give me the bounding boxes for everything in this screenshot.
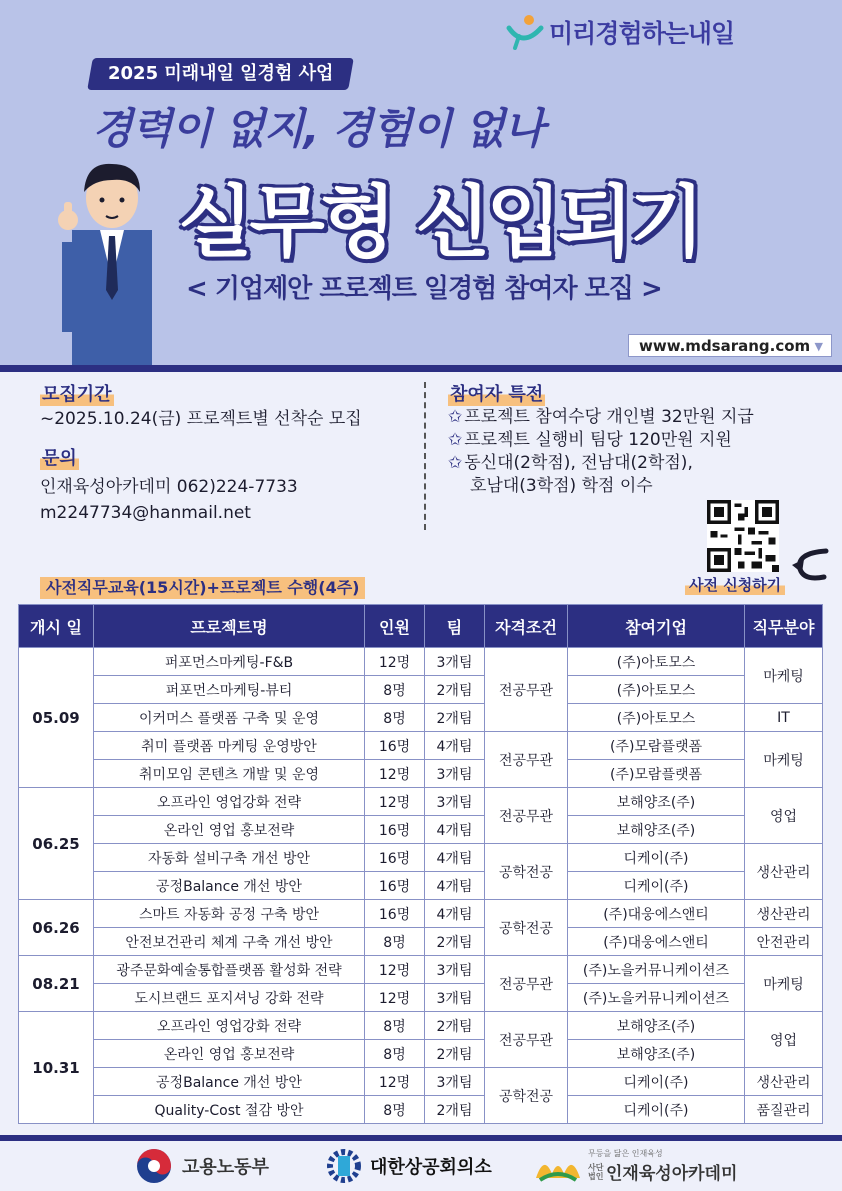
- company: (주)대웅에스앤티: [568, 900, 745, 928]
- qualification: 공학전공: [485, 844, 568, 900]
- table-row: [19, 1068, 823, 1096]
- company: (주)모람플랫폼: [568, 760, 745, 788]
- company: 보해양조(주): [568, 816, 745, 844]
- company: (주)아토모스: [568, 676, 745, 704]
- company: (주)대웅에스앤티: [568, 928, 745, 956]
- team-count: 4개팀: [425, 872, 485, 900]
- project-table: [18, 604, 823, 1124]
- team-count: 3개팀: [425, 956, 485, 984]
- table-row: [19, 900, 823, 928]
- table-row: [19, 676, 823, 704]
- project-name: 온라인 영업 홍보전략: [94, 1040, 365, 1068]
- people-count: 8명: [365, 1040, 425, 1068]
- businessman-illustration: [52, 150, 172, 365]
- job-field: 영업: [745, 788, 823, 844]
- company: (주)아토모스: [568, 648, 745, 676]
- table-row: [19, 648, 823, 676]
- job-field: 생산관리: [745, 1068, 823, 1096]
- arrow-swirl-icon: [786, 545, 834, 585]
- header-company: 참여기업: [568, 605, 745, 648]
- people-count: 8명: [365, 704, 425, 732]
- company: (주)아토모스: [568, 704, 745, 732]
- qualification: 전공무관: [485, 788, 568, 844]
- job-field: 영업: [745, 1012, 823, 1068]
- company: (주)노을커뮤니케이션즈: [568, 984, 745, 1012]
- project-name: 퍼포먼스마케팅-F&B: [94, 648, 365, 676]
- contact-label: 문의: [40, 444, 79, 470]
- brand-name: 미리경험하는내일: [549, 19, 735, 48]
- website-url-text: www.mdsarang.com: [639, 337, 811, 355]
- start-date: 08.21: [19, 956, 94, 1012]
- table-row: [19, 816, 823, 844]
- qualification: 공학전공: [485, 1068, 568, 1124]
- project-name: 오프라인 영업강화 전략: [94, 1012, 365, 1040]
- course-label: 사전직무교육(15시간)+프로젝트 수행(4주): [40, 577, 365, 599]
- team-count: 2개팀: [425, 1040, 485, 1068]
- company: 디케이(주): [568, 872, 745, 900]
- team-count: 3개팀: [425, 984, 485, 1012]
- table-row: [19, 1096, 823, 1124]
- company: 디케이(주): [568, 1096, 745, 1124]
- company: (주)노을커뮤니케이션즈: [568, 956, 745, 984]
- benefit-item-continued: 호남대(3학점) 학점 이수: [470, 476, 653, 496]
- qualification: 전공무관: [485, 1012, 568, 1068]
- project-name: 취미모임 콘텐츠 개발 및 운영: [94, 760, 365, 788]
- recruit-period-text: ~2025.10.24(금) 프로젝트별 선착순 모집: [40, 409, 362, 429]
- info-separator: [424, 382, 426, 530]
- table-row: [19, 788, 823, 816]
- people-count: 12명: [365, 760, 425, 788]
- qualification: 전공무관: [485, 956, 568, 1012]
- table-row: [19, 872, 823, 900]
- project-name: 온라인 영업 홍보전략: [94, 816, 365, 844]
- website-url[interactable]: [628, 334, 832, 357]
- header-start-date: 개시 일: [19, 605, 94, 648]
- job-field: 마케팅: [745, 648, 823, 704]
- table-row: [19, 704, 823, 732]
- people-count: 8명: [365, 1096, 425, 1124]
- ministry-name: 고용노동부: [182, 1157, 269, 1178]
- recruit-period-label: 모집기간: [40, 380, 114, 406]
- header-project-name: 프로젝트명: [94, 605, 365, 648]
- job-field: IT: [745, 704, 823, 732]
- benefit-item: ✩ 동신대(2학점), 전남대(2학점),: [448, 453, 693, 473]
- contact-phone: 인재육성아카데미 062)224-7733: [40, 477, 298, 497]
- recruit-info: [40, 380, 362, 526]
- people-count: 16명: [365, 816, 425, 844]
- star-icon: ✩: [448, 430, 463, 450]
- team-count: 4개팀: [425, 816, 485, 844]
- people-count: 16명: [365, 872, 425, 900]
- table-row: [19, 732, 823, 760]
- project-name: 퍼포먼스마케팅-뷰티: [94, 676, 365, 704]
- taegeuk-icon: [134, 1146, 174, 1186]
- company: 디케이(주): [568, 844, 745, 872]
- team-count: 4개팀: [425, 844, 485, 872]
- academy-name: 인재육성아카데미: [606, 1164, 738, 1184]
- headline-title: 실무형 신입되기: [178, 178, 701, 268]
- qualification: 전공무관: [485, 648, 568, 732]
- chevron-down-icon: ▼: [814, 340, 823, 353]
- table-row: [19, 1012, 823, 1040]
- project-name: Quality-Cost 절감 방안: [94, 1096, 365, 1124]
- job-field: 생산관리: [745, 900, 823, 928]
- team-count: 3개팀: [425, 788, 485, 816]
- program-badge-text: 2025 미래내일 일경험 사업: [108, 63, 334, 84]
- table-row: [19, 1040, 823, 1068]
- chamber-logo: [324, 1147, 492, 1185]
- project-name: 취미 플랫폼 마케팅 운영방안: [94, 732, 365, 760]
- program-badge: [87, 58, 354, 90]
- start-date: 05.09: [19, 648, 94, 788]
- people-count: 12명: [365, 1068, 425, 1096]
- header-people: 인원: [365, 605, 425, 648]
- project-name: 공정Balance 개선 방안: [94, 872, 365, 900]
- project-name: 공정Balance 개선 방안: [94, 1068, 365, 1096]
- header-qualification: 자격조건: [485, 605, 568, 648]
- table-row: [19, 956, 823, 984]
- project-name: 스마트 자동화 공정 구축 방안: [94, 900, 365, 928]
- recruit-subtitle: < 기업제안 프로젝트 일경험 참여자 모집 >: [186, 274, 662, 304]
- start-date: 06.25: [19, 788, 94, 900]
- people-count: 12명: [365, 956, 425, 984]
- benefits-info: [448, 380, 754, 498]
- project-name: 이커머스 플랫폼 구축 및 운영: [94, 704, 365, 732]
- team-count: 2개팀: [425, 1096, 485, 1124]
- job-field: 마케팅: [745, 732, 823, 788]
- star-icon: ✩: [448, 407, 463, 427]
- people-count: 12명: [365, 648, 425, 676]
- qualification: 공학전공: [485, 900, 568, 956]
- table-row: [19, 844, 823, 872]
- people-count: 16명: [365, 844, 425, 872]
- team-count: 2개팀: [425, 676, 485, 704]
- benefit-item: ✩ 프로젝트 실행비 팀당 120만원 지원: [448, 430, 732, 450]
- team-count: 2개팀: [425, 704, 485, 732]
- team-count: 3개팀: [425, 760, 485, 788]
- people-count: 12명: [365, 788, 425, 816]
- academy-tag: 사단법인: [588, 1162, 604, 1181]
- company: 보해양조(주): [568, 1040, 745, 1068]
- project-name: 광주문화예술통합플랫폼 활성화 전략: [94, 956, 365, 984]
- team-count: 3개팀: [425, 648, 485, 676]
- academy-slogan: 무등을 닮은 인재육성: [588, 1149, 663, 1158]
- star-icon: ✩: [448, 453, 463, 473]
- team-count: 4개팀: [425, 732, 485, 760]
- table-header-row: [19, 605, 823, 648]
- job-field: 마케팅: [745, 956, 823, 1012]
- company: 보해양조(주): [568, 788, 745, 816]
- section-divider: [0, 365, 842, 372]
- people-count: 16명: [365, 900, 425, 928]
- project-name: 오프라인 영업강화 전략: [94, 788, 365, 816]
- table-row: [19, 928, 823, 956]
- qualification: 전공무관: [485, 732, 568, 788]
- team-count: 3개팀: [425, 1068, 485, 1096]
- company: 보해양조(주): [568, 1012, 745, 1040]
- chamber-name: 대한상공회의소: [370, 1157, 492, 1178]
- team-count: 2개팀: [425, 928, 485, 956]
- project-name: 자동화 설비구축 개선 방안: [94, 844, 365, 872]
- apply-label[interactable]: 사전 신청하기: [685, 574, 785, 595]
- company: (주)모람플랫폼: [568, 732, 745, 760]
- people-count: 12명: [365, 984, 425, 1012]
- academy-emblem-icon: [534, 1148, 582, 1184]
- benefit-item: ✩ 프로젝트 참여수당 개인별 32만원 지급: [448, 407, 754, 427]
- job-field: 생산관리: [745, 844, 823, 900]
- footer-logos: [0, 1141, 842, 1191]
- qr-code[interactable]: [707, 500, 779, 572]
- start-date: 10.31: [19, 1012, 94, 1124]
- academy-logo: [534, 1147, 737, 1185]
- brand-logo: [505, 12, 755, 52]
- table-row: [19, 984, 823, 1012]
- people-count: 16명: [365, 732, 425, 760]
- team-count: 2개팀: [425, 1012, 485, 1040]
- job-field: 안전관리: [745, 928, 823, 956]
- job-field: 품질관리: [745, 1096, 823, 1124]
- header-field: 직무분야: [745, 605, 823, 648]
- table-row: [19, 760, 823, 788]
- chamber-gear-icon: [324, 1146, 364, 1186]
- project-name: 도시브랜드 포지셔닝 강화 전략: [94, 984, 365, 1012]
- project-name: 안전보건관리 체계 구축 개선 방안: [94, 928, 365, 956]
- company: 디케이(주): [568, 1068, 745, 1096]
- people-count: 8명: [365, 1012, 425, 1040]
- start-date: 06.26: [19, 900, 94, 956]
- people-count: 8명: [365, 928, 425, 956]
- headline-subtitle: 경력이 없지, 경험이 없나: [92, 104, 544, 153]
- team-count: 4개팀: [425, 900, 485, 928]
- contact-email[interactable]: m2247734@hanmail.net: [40, 503, 251, 523]
- header-team: 팀: [425, 605, 485, 648]
- ministry-logo: [134, 1147, 269, 1185]
- brand-person-icon: [505, 14, 545, 50]
- people-count: 8명: [365, 676, 425, 704]
- benefits-label: 참여자 특전: [448, 380, 545, 406]
